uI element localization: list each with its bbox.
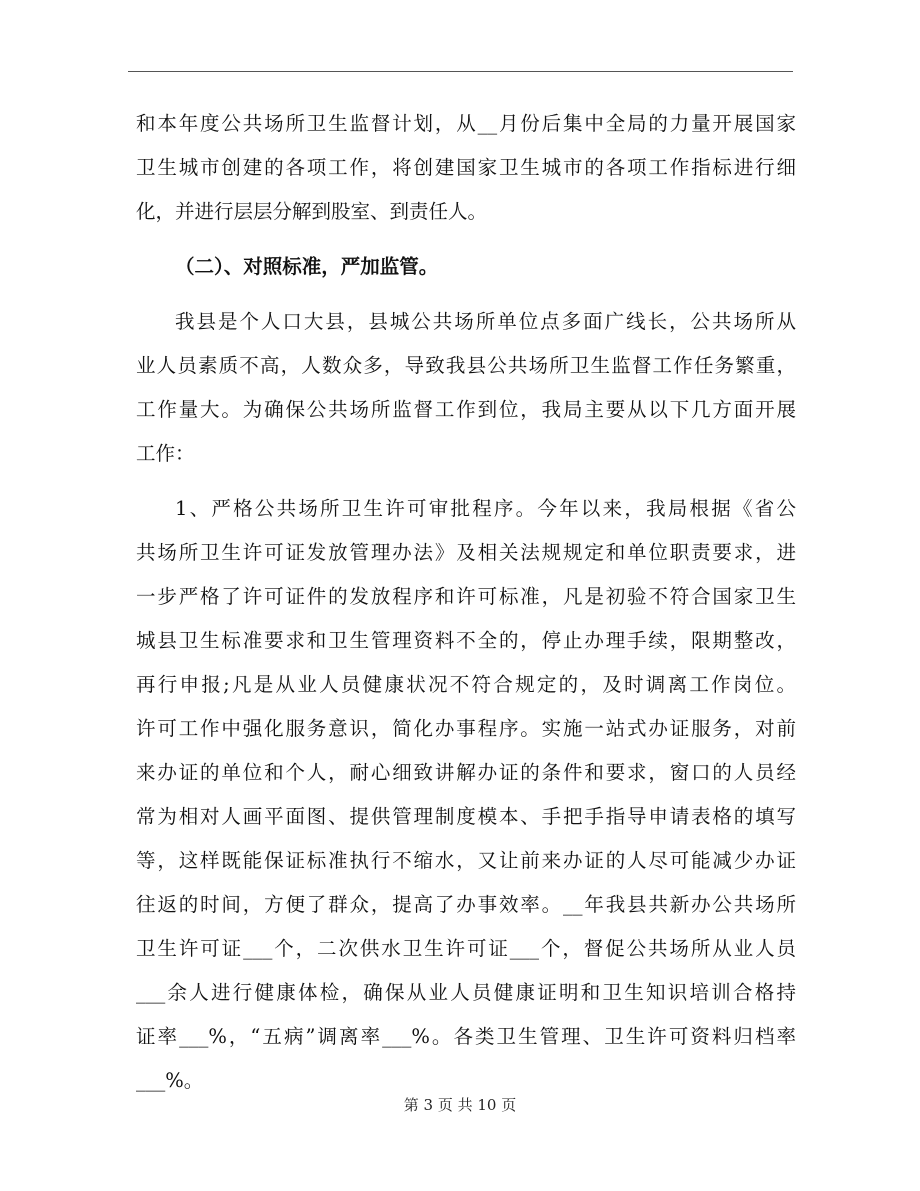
section-heading	[136, 245, 796, 289]
text-line: 往返的时间，方便了群众，提高了办事效率。__年我县共新办公共场所	[136, 893, 796, 916]
page-number: 第 3 页 共 10 页	[403, 1096, 517, 1114]
text-line: 共场所卫生许可证发放管理办法》及相关法规规定和单位职责要求，进	[136, 541, 796, 564]
text-line: 城县卫生标准要求和卫生管理资料不全的，停止办理手续，限期整改，	[136, 629, 796, 652]
text-line: 证率___%，“五病”调离率___%。各类卫生管理、卫生许可资料归档率	[136, 1025, 796, 1048]
text-line: 许可工作中强化服务意识，简化办事程序。实施一站式办证服务，对前	[136, 717, 796, 740]
header-rule	[128, 71, 793, 72]
text-line: 卫生城市创建的各项工作，将创建国家卫生城市的各项工作指标进行细	[136, 156, 796, 179]
text-line: 业人员素质不高，人数众多，导致我县公共场所卫生监督工作任务繁重，	[136, 354, 796, 377]
text-line: 工作：	[136, 442, 195, 465]
text-line: ___余人进行健康体检，确保从业人员健康证明和卫生知识培训合格持	[136, 981, 796, 1004]
text-line: 等，这样既能保证标准执行不缩水，又让前来办证的人尽可能减少办证	[136, 849, 796, 872]
text-line: 再行申报;凡是从业人员健康状况不符合规定的，及时调离工作岗位。	[136, 673, 796, 696]
text-line: 和本年度公共场所卫生监督计划，从__月份后集中全局的力量开展国家	[136, 112, 796, 135]
text-line: 一步严格了许可证件的发放程序和许可标准，凡是初验不符合国家卫生	[136, 585, 796, 608]
heading-text: （二）、对照标准，严加监管。	[175, 255, 439, 278]
text-line: 工作量大。为确保公共场所监督工作到位，我局主要从以下几方面开展	[136, 398, 796, 421]
text-line: 我县是个人口大县，县城公共场所单位点多面广线长，公共场所从	[175, 310, 796, 333]
text-line: 来办证的单位和个人，耐心细致讲解办证的条件和要求，窗口的人员经	[136, 761, 796, 784]
text-line: 化，并进行层层分解到股室、到责任人。	[136, 200, 488, 223]
text-line: 1、严格公共场所卫生许可审批程序。今年以来，我局根据《省公	[175, 497, 796, 520]
paragraph-4	[136, 487, 796, 1103]
text-line: ___%。	[136, 1069, 204, 1092]
paragraph-1	[136, 102, 796, 234]
text-line: 常为相对人画平面图、提供管理制度模本、手把手指导申请表格的填写	[136, 805, 796, 828]
document-body	[136, 102, 796, 1103]
paragraph-3	[136, 300, 796, 476]
text-line: 卫生许可证___个，二次供水卫生许可证___个，督促公共场所从业人员	[136, 937, 796, 960]
